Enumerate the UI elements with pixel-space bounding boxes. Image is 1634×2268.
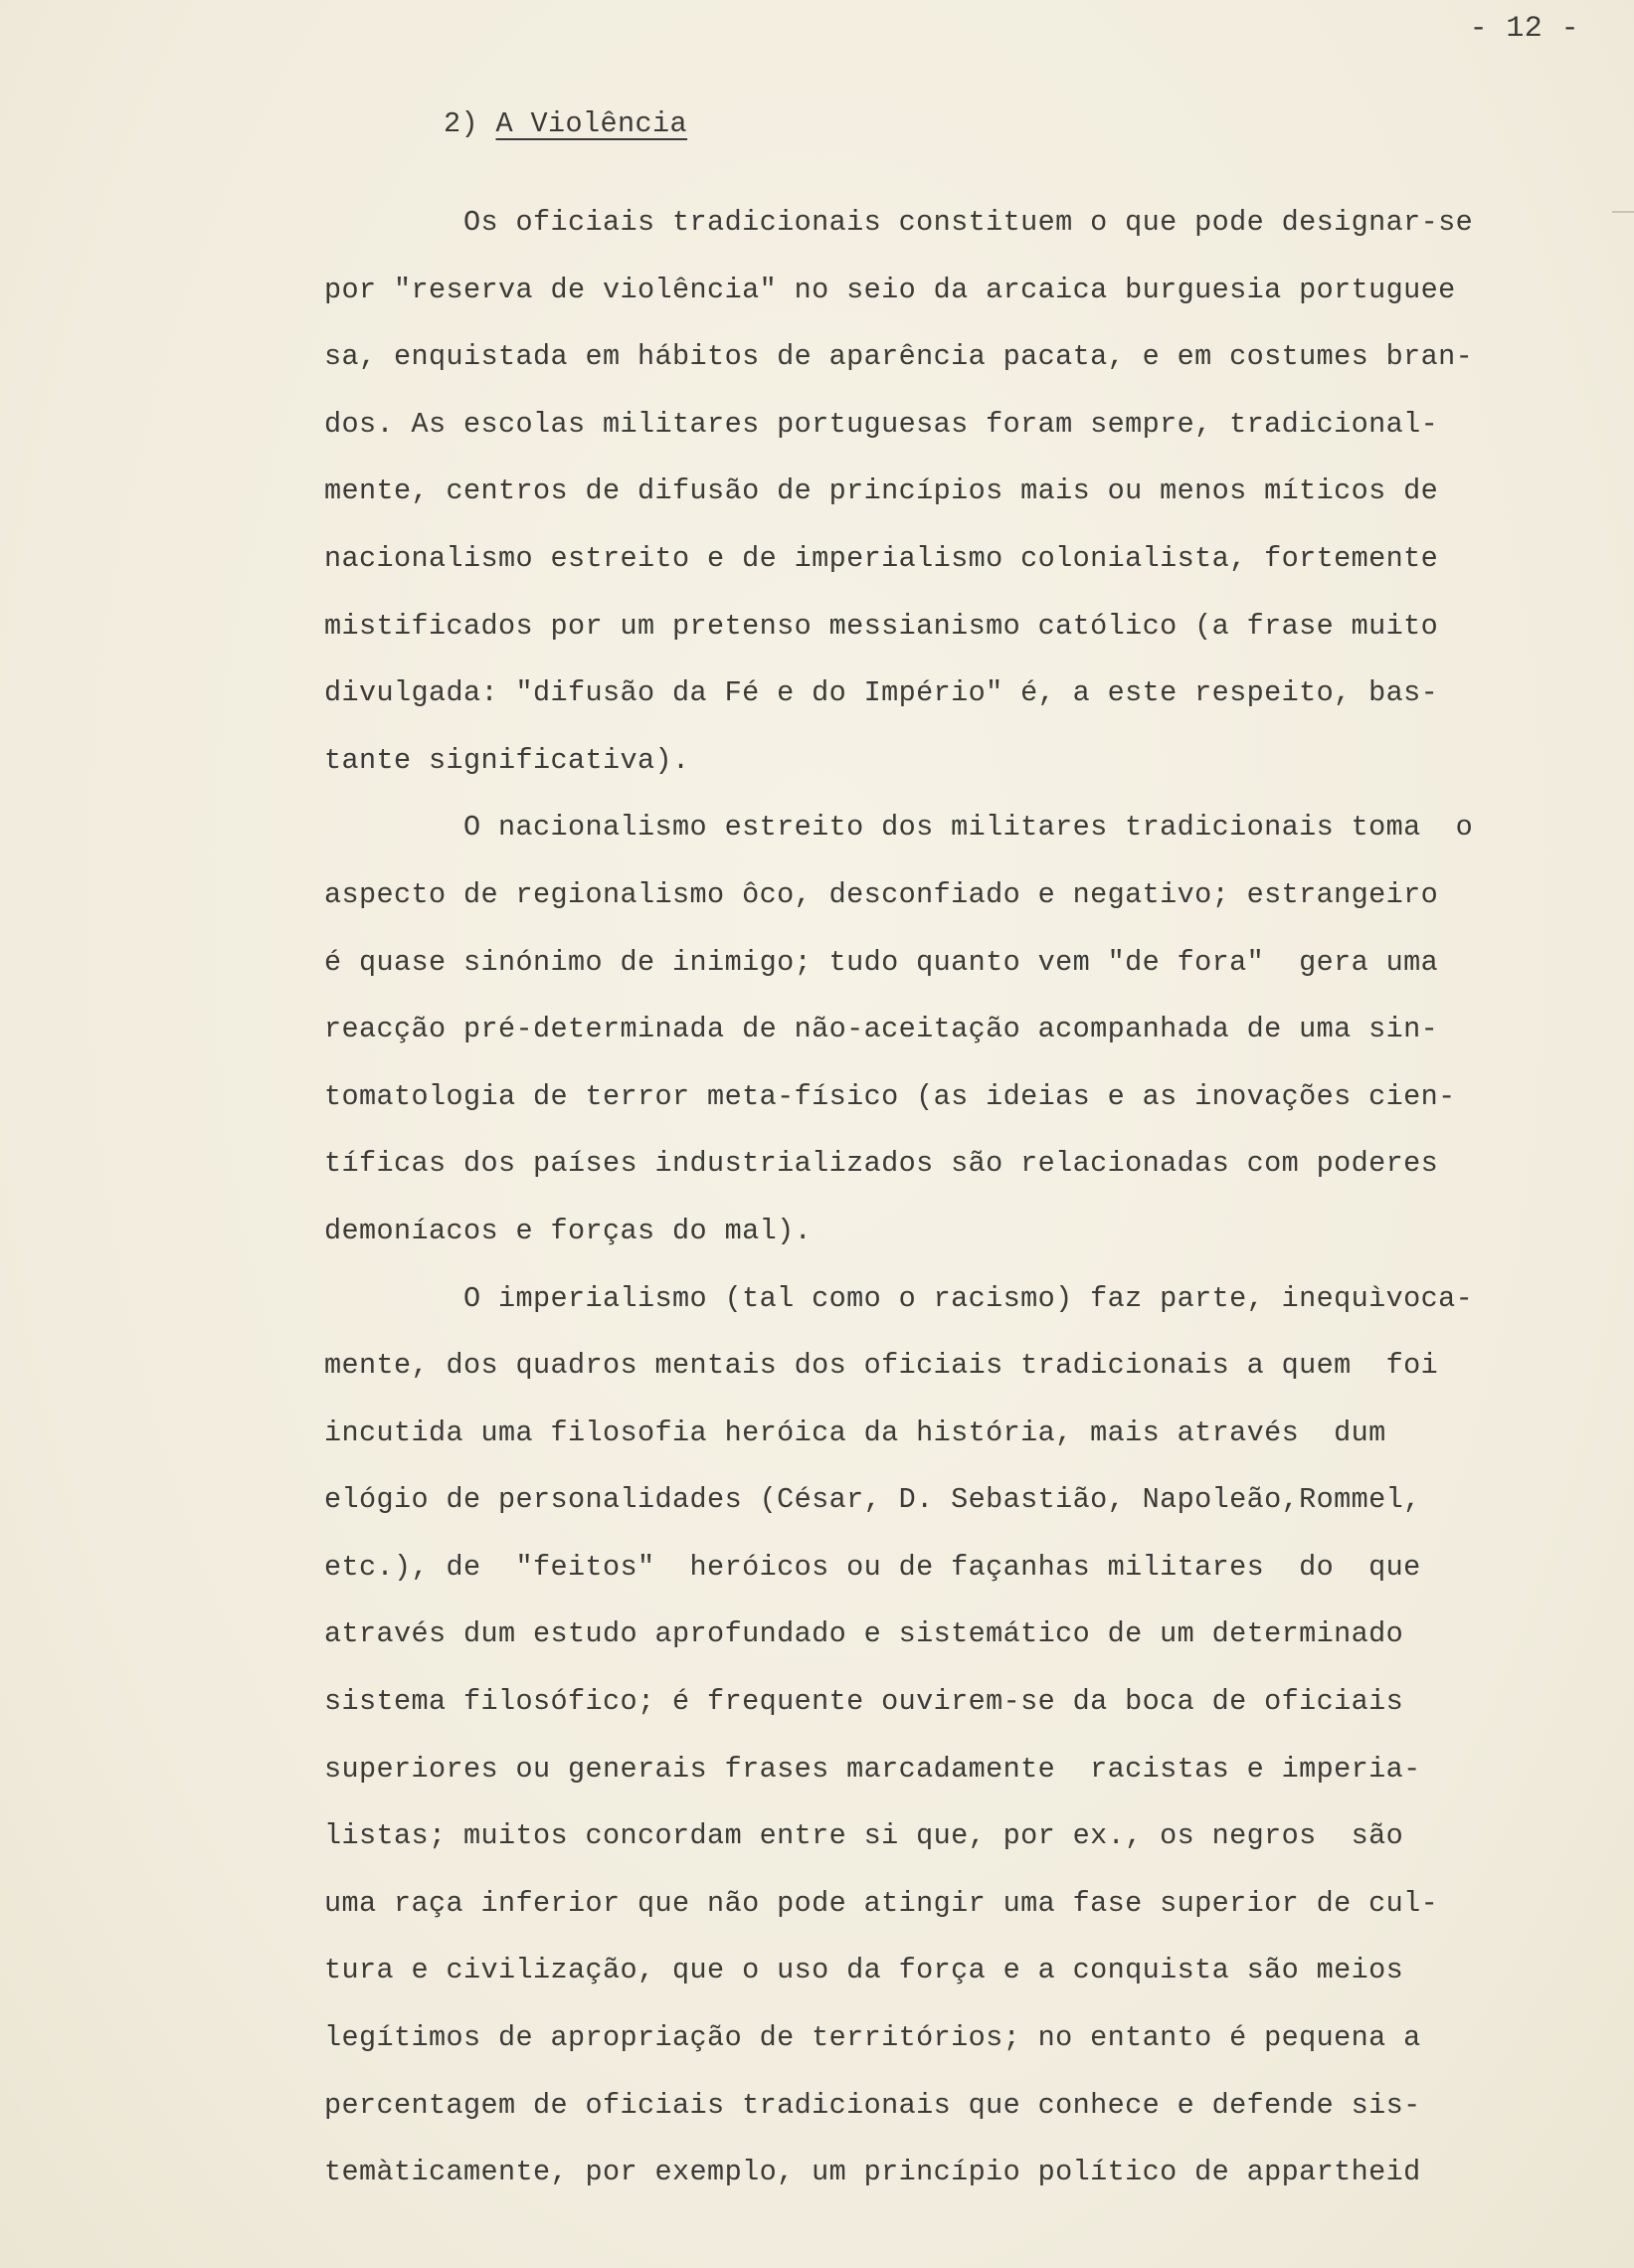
text-line: legítimos de apropriação de territórios; no entanto é pequena a <box>324 2021 1421 2055</box>
text-line: reacção pré-determinada de não-aceitação acompanhada de uma sin- <box>324 1013 1439 1046</box>
text-line: elógio de personalidades (César, D. Sebastião, Napoleão,Rommel, <box>324 1483 1421 1517</box>
text-line: é quase sinónimo de inimigo; tudo quanto vem "de fora" gera uma <box>324 945 1439 979</box>
paragraph-2 <box>324 794 1607 1264</box>
text-line: mente, dos quadros mentais dos oficiais tradicionais a quem foi <box>324 1349 1439 1383</box>
text-line: dos. As escolas militares portuguesas foram sempre, tradicional- <box>324 407 1439 441</box>
paragraph-3 <box>324 1265 1607 2206</box>
text-line: incutida uma filosofia heróica da história, mais através dum <box>324 1416 1386 1449</box>
section-title: A Violência <box>495 107 688 140</box>
text-line: temàticamente, por exemplo, um princípio político de appartheid <box>324 2156 1421 2189</box>
text-line: uma raça inferior que não pode atingir uma fase superior de cul- <box>324 1886 1439 1920</box>
text-line: percentagem de oficiais tradicionais que conhece e defende sis- <box>324 2088 1421 2122</box>
text-line: sistema filosófico; é frequente ouvirem-se da boca de oficiais <box>324 1685 1404 1719</box>
margin-mark <box>1612 211 1634 213</box>
text-line: mente, centros de difusão de princípios mais ou menos míticos de <box>324 474 1439 508</box>
text-line: Os oficiais tradicionais constituem o que pode designar-se <box>324 206 1474 239</box>
text-line: tomatologia de terror meta-físico (as ideias e as inovações cien- <box>324 1079 1456 1113</box>
page-number: - 12 - <box>1469 12 1579 46</box>
text-line: tura e civilização, que o uso da força e a conquista são meios <box>324 1954 1404 1987</box>
text-line: por "reserva de violência" no seio da arcaica burguesia portuguee <box>324 273 1456 306</box>
text-line: nacionalismo estreito e de imperialismo colonialista, fortemente <box>324 541 1439 575</box>
section-heading <box>444 107 687 140</box>
text-line: O nacionalismo estreito dos militares tradicionais toma o <box>324 811 1474 845</box>
text-line: mistificados por um pretenso messianismo católico (a frase muito <box>324 609 1439 643</box>
text-line: através dum estudo aprofundado e sistemático de um determinado <box>324 1617 1404 1651</box>
paragraph-1 <box>324 189 1607 794</box>
text-line: tíficas dos países industrializados são relacionadas com poderes <box>324 1147 1439 1181</box>
text-line: superiores ou generais frases marcadamente racistas e imperia- <box>324 1752 1421 1786</box>
text-line: sa, enquistada em hábitos de aparência pacata, e em costumes bran- <box>324 340 1474 374</box>
text-line: aspecto de regionalismo ôco, desconfiado e negativo; estrangeiro <box>324 877 1439 911</box>
text-line: tante significativa). <box>324 743 690 777</box>
text-line: O imperialismo (tal como o racismo) faz parte, inequìvoca- <box>324 1281 1474 1315</box>
text-line: divulgada: "difusão da Fé e do Império" é, a este respeito, bas- <box>324 676 1439 710</box>
text-line: listas; muitos concordam entre si que, por ex., os negros são <box>324 1819 1404 1853</box>
section-number: 2) <box>444 107 479 140</box>
text-line: demoníacos e forças do mal). <box>324 1214 813 1247</box>
body-text <box>324 189 1607 2206</box>
text-line: etc.), de "feitos" heróicos ou de façanhas militares do que <box>324 1550 1421 1584</box>
